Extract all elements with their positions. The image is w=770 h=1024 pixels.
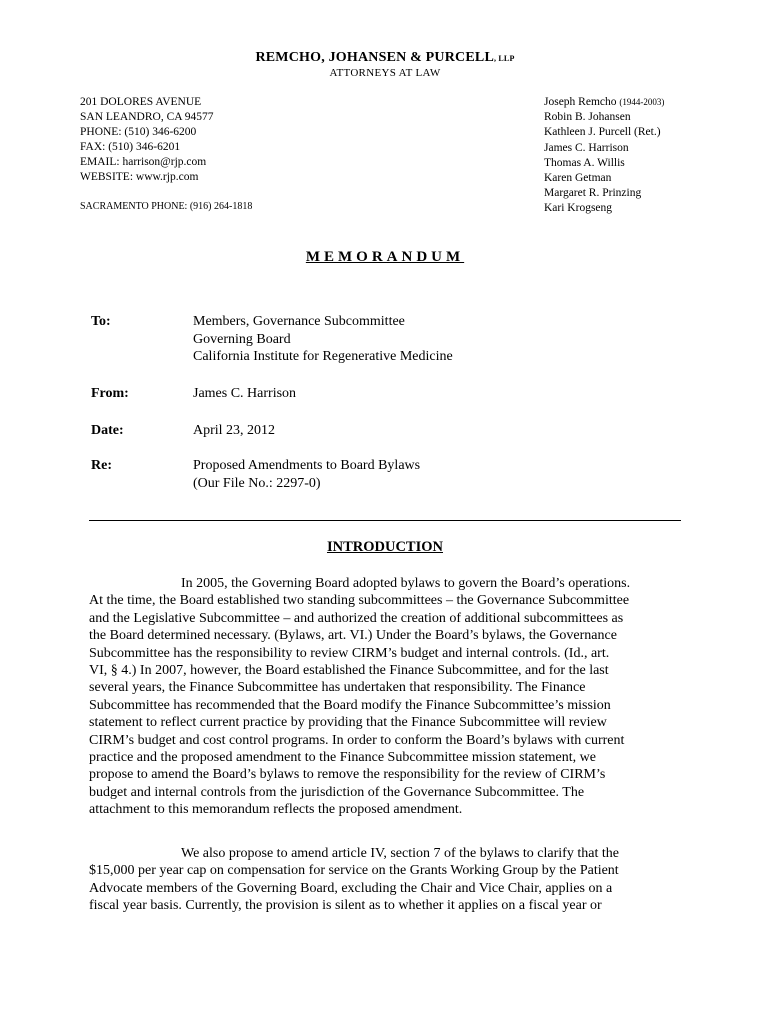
phone-line: PHONE: (510) 346-6200 [80, 126, 197, 138]
paragraph-line: propose to amend the Board’s bylaws to remove the responsibility for the review of CIRM’s [89, 767, 606, 783]
partner-name: Karen Getman [544, 172, 612, 185]
email-line: EMAIL: harrison@rjp.com [80, 156, 207, 168]
section-heading: INTRODUCTION [326, 539, 443, 555]
paragraph-line: statement to reflect current practice by providing that the Finance Subcommittee will review [89, 715, 607, 731]
paragraph-line: the Board determined necessary. (Bylaws, art. VI.) Under the Board’s bylaws, the Governance [89, 628, 617, 644]
partner-list [544, 95, 664, 217]
paragraph-line: Subcommittee has recommended that the Board modify the Finance Subcommittee’s mission [89, 697, 611, 713]
address-line: 201 DOLORES AVENUE [80, 96, 202, 108]
firm-address-block [80, 95, 214, 185]
from-value: James C. Harrison [193, 386, 297, 401]
paragraph-line: Subcommittee has the responsibility to review CIRM’s budget and internal controls. (Id., art. [89, 645, 610, 661]
memo-title: MEMORANDUM [305, 249, 465, 265]
paragraph-line: $15,000 per year cap on compensation for service on the Grants Working Group by the Patient [89, 863, 619, 879]
paragraph-line: and the Legislative Subcommittee – and authorized the creation of additional subcommittees as [89, 610, 624, 626]
file-number-line: (Our File No.: 2297-0) [193, 475, 321, 491]
recipient-line: Members, Governance Subcommittee [193, 314, 405, 329]
paragraph-line: budget and internal controls from the jurisdiction of the Governance Subcommittee. The [89, 784, 585, 800]
recipient-line: Governing Board [193, 331, 291, 347]
paragraph-line: At the time, the Board established two standing subcommittees – the Governance Subcommittee [89, 593, 630, 609]
paragraph-2 [89, 845, 689, 915]
paragraph-line: CIRM’s budget and cost control programs. In order to conform the Board’s bylaws with current [89, 732, 625, 748]
subject-line: Proposed Amendments to Board Bylaws [193, 458, 421, 473]
re-label: Re: [91, 458, 112, 473]
paragraph-line: practice and the proposed amendment to the Finance Subcommittee mission statement, we [89, 750, 596, 766]
website-line: WEBSITE: www.rjp.com [80, 171, 199, 183]
partner-name: Robin B. Johansen [544, 111, 631, 124]
address-line: SAN LEANDRO, CA 94577 [80, 111, 214, 123]
header-divider [89, 520, 681, 521]
paragraph-line: fiscal year basis. Currently, the provision is silent as to whether it applies on a fiscal year or [89, 898, 602, 914]
partner-years: (1944-2003) [619, 97, 665, 107]
paragraph-1 [89, 575, 689, 819]
date-label: Date: [91, 423, 124, 438]
recipient-line: California Institute for Regenerative Medicine [193, 349, 453, 364]
paragraph-line: VI, § 4.) In 2007, however, the Board established the Finance Subcommittee, and for the last [89, 663, 609, 679]
paragraph-line: several years, the Finance Subcommittee has undertaken that responsibility. The Finance [89, 680, 586, 696]
from-label: From: [91, 386, 129, 401]
paragraph-line: We also propose to amend article IV, section 7 of the bylaws to clarify that the [181, 846, 619, 861]
to-label: To: [91, 314, 111, 329]
partner-name: Joseph Remcho (1944-2003) [544, 96, 665, 108]
to-value [193, 313, 453, 366]
partner-name: Kari Krogseng [544, 202, 613, 215]
paragraph-line: In 2005, the Governing Board adopted bylaws to govern the Board’s operations. [181, 576, 631, 591]
firm-name: REMCHO, JOHANSEN & PURCELL, LLP [255, 50, 515, 65]
partner-name: Kathleen J. Purcell (Ret.) [544, 126, 661, 139]
partner-name: Thomas A. Willis [544, 156, 625, 169]
fax-line: FAX: (510) 346-6201 [80, 141, 181, 153]
firm-suffix: , LLP [493, 54, 515, 63]
sacramento-phone: SACRAMENTO PHONE: (916) 264-1818 [80, 201, 253, 212]
firm-subtitle: ATTORNEYS AT LAW [329, 67, 441, 79]
re-value [193, 457, 420, 492]
paragraph-line: attachment to this memorandum reflects the proposed amendment. [89, 802, 463, 818]
partner-name: Margaret R. Prinzing [544, 187, 642, 200]
date-value: April 23, 2012 [193, 423, 276, 438]
paragraph-line: Advocate members of the Governing Board, excluding the Chair and Vice Chair, applies on a [89, 880, 613, 896]
partner-name: James C. Harrison [544, 141, 629, 154]
